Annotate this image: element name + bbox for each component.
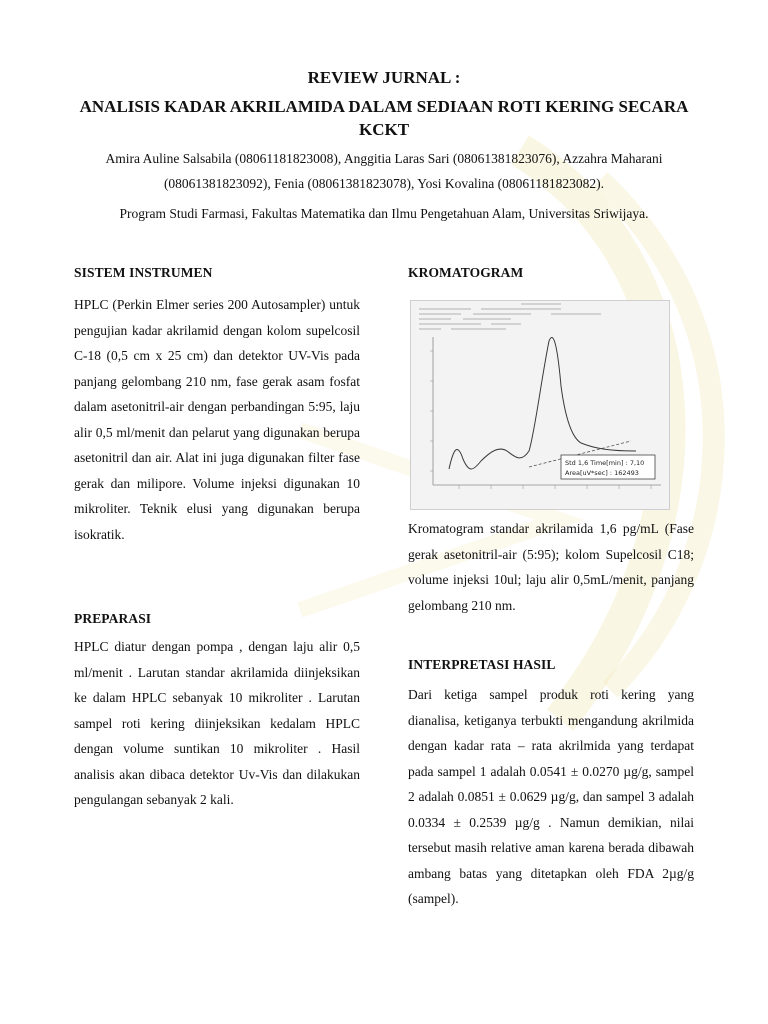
affiliation: Program Studi Farmasi, Fakultas Matematika dan Ilmu Pengetahuan Alam, Universitas Sriwijaya. xyxy=(119,206,649,221)
document-header xyxy=(60,67,708,224)
heading-kromatogram: KROMATOGRAM xyxy=(408,265,524,280)
chromatogram-plot xyxy=(411,301,669,509)
authors-list: Amira Auline Salsabila (08061181823008), Anggitia Laras Sari (08061381823076), Azzahra Maharani (08061381823092), Fenia (08061381823078), Yosi Kovalina (08061181823082). xyxy=(105,151,663,191)
chromatogram-report-header xyxy=(419,304,601,329)
heading-preparasi: PREPARASI xyxy=(74,611,152,626)
peak-info-line2: Area[uV*sec] : 162493 xyxy=(565,469,639,477)
chromatogram-trace xyxy=(449,337,636,469)
main-title: ANALISIS KADAR AKRILAMIDA DALAM SEDIAAN ROTI KERING SECARA KCKT xyxy=(79,97,689,139)
review-title: REVIEW JURNAL : xyxy=(307,68,461,87)
kromatogram-caption: Kromatogram standar akrilamida 1,6 pg/mL (Fase gerak asetonitril-air (5:95); kolom Supelcosil C18; volume injeksi 10ul; laju alir 0,5mL/menit, panjang gelombang 210 nm. xyxy=(408,521,694,613)
peak-info-line1: Std 1,6 Time[min] : 7,10 xyxy=(565,459,645,467)
heading-interpretasi-hasil: INTERPRETASI HASIL xyxy=(408,657,556,672)
sistem-instrumen-text: HPLC (Perkin Elmer series 200 Autosampler) untuk pengujian kadar akrilamid dengan kolom supelcosil C-18 (0,5 cm x 25 cm) dan detektor UV-Vis pada panjang gelombang 210 nm, fase gerak asam fosfat dalam asetonitril-air dengan perbandingan 5:95, laju alir 0,5 ml/menit dan pelarut yang digunakan berupa asetonitril dan air. Alat ini juga digunakan filter fase gerak dan milipore. Volume injeksi digunakan 10 mikroliter. Teknik elusi yang digunakan berupa isokratik. xyxy=(74,297,360,542)
preparasi-text: HPLC diatur dengan pompa , dengan laju alir 0,5 ml/menit . Larutan standar akrilamida diinjeksikan ke dalam HPLC sebanyak 10 mikroliter . Larutan sampel roti kering diinjeksikan kedalam HPLC dengan volume suntikan 10 mikroliter . Hasil analisis akan dibaca detektor Uv-Vis dan dilakukan pengulangan sebanyak 2 kali. xyxy=(74,639,360,807)
interpretasi-hasil-text: Dari ketiga sampel produk roti kering yang dianalisa, ketiganya terbukti mengandung akrilmida dengan kadar rata – rata akrilmida yang terdapat pada sampel 1 adalah 0.0541 ± 0.0270 µg/g, sampel 2 adalah 0.0851 ± 0.0629 µg/g, dan sampel 3 adalah 0.0334 ± 0.2539 µg/g . Namun demikian, nilai tersebut masih relative aman karena berada dibawah ambang batas yang ditetapkan oleh FDA 2µg/g (sampel). xyxy=(408,687,694,906)
chromatogram-figure xyxy=(410,300,670,510)
heading-sistem-instrumen: SISTEM INSTRUMEN xyxy=(74,265,213,280)
